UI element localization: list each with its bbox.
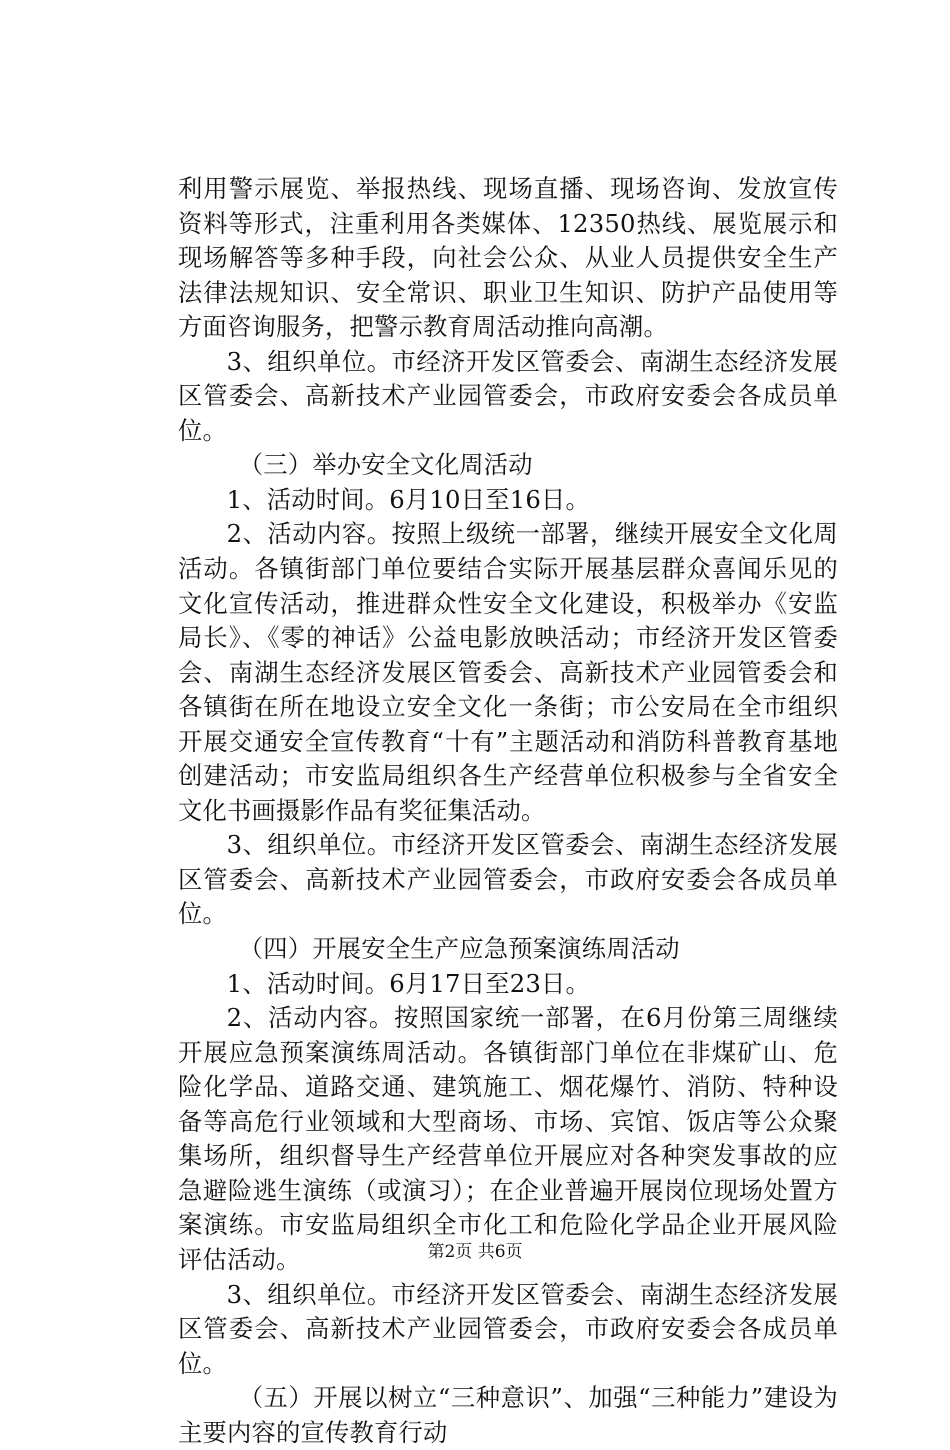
- section-heading-5: （五）开展以树立“三种意识”、加强“三种能力”建设为主要内容的宣传教育行动: [178, 1383, 838, 1447]
- section-heading-3: （三）举办安全文化周活动: [238, 450, 533, 480]
- paragraph-9: 2、活动内容。按照国家统一部署，在6月份第三周继续开展应急预案演练周活动。各镇街部门单位在非煤矿山、危险化学品、道路交通、建筑施工、烟花爆竹、消防、特种设备等高危行业领域和大型商场、市场、宾馆、饭店等公众聚集场所，组织督导生产经营单位开展应对各种突发事故的应急避险逃生演练（或演习）；在企业普遍开展岗位现场处置方案演练。市安监局组织全市化工和危险化学品企业开展风险评估活动。: [178, 1003, 838, 1274]
- paragraph-2: 3、组织单位。市经济开发区管委会、南湖生态经济发展区管委会、高新技术产业园管委会，市政府安委会各成员单位。: [178, 346, 838, 445]
- paragraph-10: 3、组织单位。市经济开发区管委会、南湖生态经济发展区管委会、高新技术产业园管委会，市政府安委会各成员单位。: [178, 1279, 838, 1378]
- paragraph-6: 3、组织单位。市经济开发区管委会、南湖生态经济发展区管委会、高新技术产业园管委会，市政府安委会各成员单位。: [178, 830, 838, 929]
- paragraph-8: 1、活动时间。6月17日至23日。: [226, 968, 591, 998]
- section-heading-4: （四）开展安全生产应急预案演练周活动: [238, 934, 680, 964]
- paragraph-5: 2、活动内容。按照上级统一部署，继续开展安全文化周活动。各镇街部门单位要结合实际开展基层群众喜闻乐见的文化宣传活动，推进群众性安全文化建设，积极举办《安监局长》、《零的神话》公益电影放映活动；市经济开发区管委会、南湖生态经济发展区管委会、高新技术产业园管委会和各镇街在所在地设立安全文化一条街；市公安局在全市组织开展交通安全宣传教育“十有”主题活动和消防科普教育基地创建活动；市安监局组织各生产经营单位积极参与全省安全文化书画摄影作品有奖征集活动。: [178, 519, 838, 825]
- page-number-footer: 第2页 共6页: [427, 1242, 523, 1262]
- paragraph-1: 利用警示展览、举报热线、现场直播、现场咨询、发放宣传资料等形式，注重利用各类媒体、12350热线、展览展示和现场解答等多种手段，向社会公众、从业人员提供安全生产法律法规知识、安全常识、职业卫生知识、防护产品使用等方面咨询服务，把警示教育周活动推向高潮。: [178, 174, 838, 342]
- paragraph-4: 1、活动时间。6月10日至16日。: [226, 484, 591, 514]
